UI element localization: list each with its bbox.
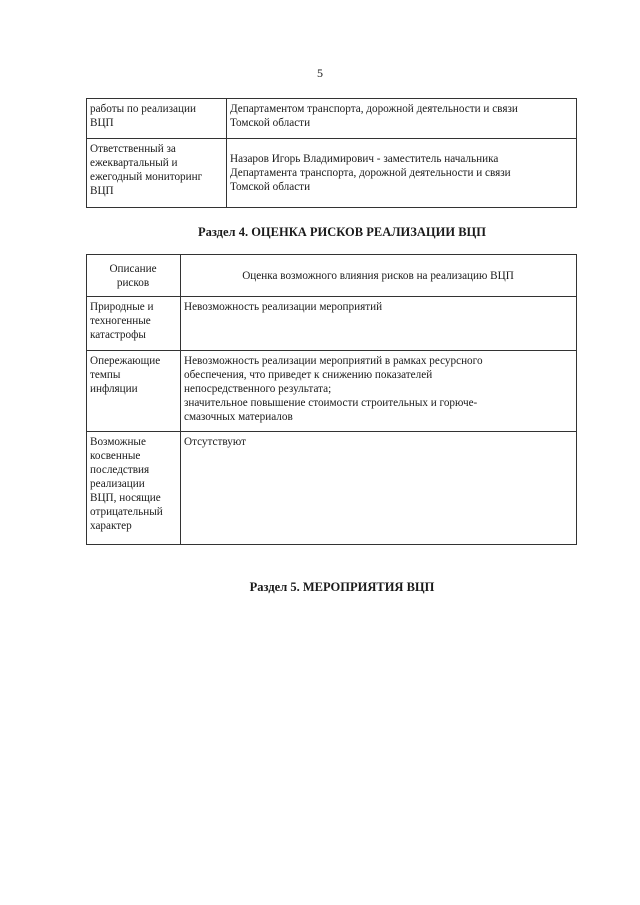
table-row	[87, 139, 577, 208]
cell-text-line: Невозможность реализации мероприятий в рамках ресурсного	[184, 355, 483, 367]
cell-text-line: катастрофы	[90, 329, 146, 341]
cell-text-line: Назаров Игорь Владимирович - заместитель начальника	[230, 153, 499, 165]
cell-text-line: Томской области	[230, 117, 311, 129]
cell-text-line: непосредственного результата;	[184, 383, 332, 395]
page-number: 5	[317, 66, 323, 80]
cell-text-line: Департамента транспорта, дорожной деятельности и связи	[230, 167, 511, 179]
cell-text-line: Описание	[109, 262, 157, 275]
cell-text-line: работы по реализации	[90, 103, 196, 115]
risk-table	[86, 254, 577, 545]
table-row	[87, 297, 577, 351]
cell-text-line: темпы	[90, 369, 121, 381]
cell-text-line: ВЦП	[90, 185, 114, 197]
row-label-cell	[87, 139, 227, 208]
impact-cell	[181, 351, 577, 432]
row-value-cell	[227, 139, 577, 208]
cell-text-line: Природные и	[90, 301, 154, 313]
header-cell-risk-impact: Оценка возможного влияния рисков на реализацию ВЦП	[181, 255, 577, 297]
cell-text-line: характер	[90, 520, 132, 532]
table-header-row	[87, 255, 577, 297]
impact-cell	[181, 432, 577, 545]
responsibility-table	[86, 98, 577, 208]
cell-text-line: ВЦП, носящие	[90, 492, 161, 504]
cell-text-line: косвенные	[90, 450, 141, 462]
cell-text-line: рисков	[116, 276, 150, 289]
impact-cell	[181, 297, 577, 351]
cell-text-line: ВЦП	[90, 117, 114, 129]
risk-cell	[87, 351, 181, 432]
row-label-cell	[87, 99, 227, 139]
section-4-title: Раздел 4. ОЦЕНКА РИСКОВ РЕАЛИЗАЦИИ ВЦП	[198, 225, 486, 239]
cell-text-line: инфляции	[90, 383, 138, 395]
cell-text-line: отрицательный	[90, 506, 163, 518]
table-row	[87, 351, 577, 432]
cell-text-line: Департаментом транспорта, дорожной деятельности и связи	[230, 103, 518, 115]
cell-text-line: Томской области	[230, 181, 311, 193]
row-value-cell	[227, 99, 577, 139]
cell-text-line: значительное повышение стоимости строительных и горюче-	[184, 397, 478, 409]
cell-text-line: ежеквартальный и	[90, 157, 178, 169]
risk-cell	[87, 432, 181, 545]
cell-text-line: последствия	[90, 464, 150, 476]
risk-cell	[87, 297, 181, 351]
cell-text-line: Невозможность реализации мероприятий	[184, 301, 383, 313]
cell-text-line: техногенные	[90, 315, 151, 327]
section-5-title: Раздел 5. МЕРОПРИЯТИЯ ВЦП	[249, 580, 435, 594]
cell-text-line: Возможные	[90, 436, 146, 448]
table-row	[87, 99, 577, 139]
header-cell-risk-description	[87, 255, 181, 297]
cell-text-line: реализации	[90, 478, 145, 490]
cell-text-line: Ответственный за	[90, 143, 176, 155]
table-row	[87, 432, 577, 545]
cell-text-line: ежегодный мониторинг	[90, 171, 203, 183]
cell-text-line: смазочных материалов	[184, 411, 293, 423]
cell-text-line: Отсутствуют	[184, 436, 246, 448]
cell-text-line: обеспечения, что приведет к снижению показателей	[184, 369, 433, 381]
cell-text-line: Опережающие	[90, 355, 161, 367]
